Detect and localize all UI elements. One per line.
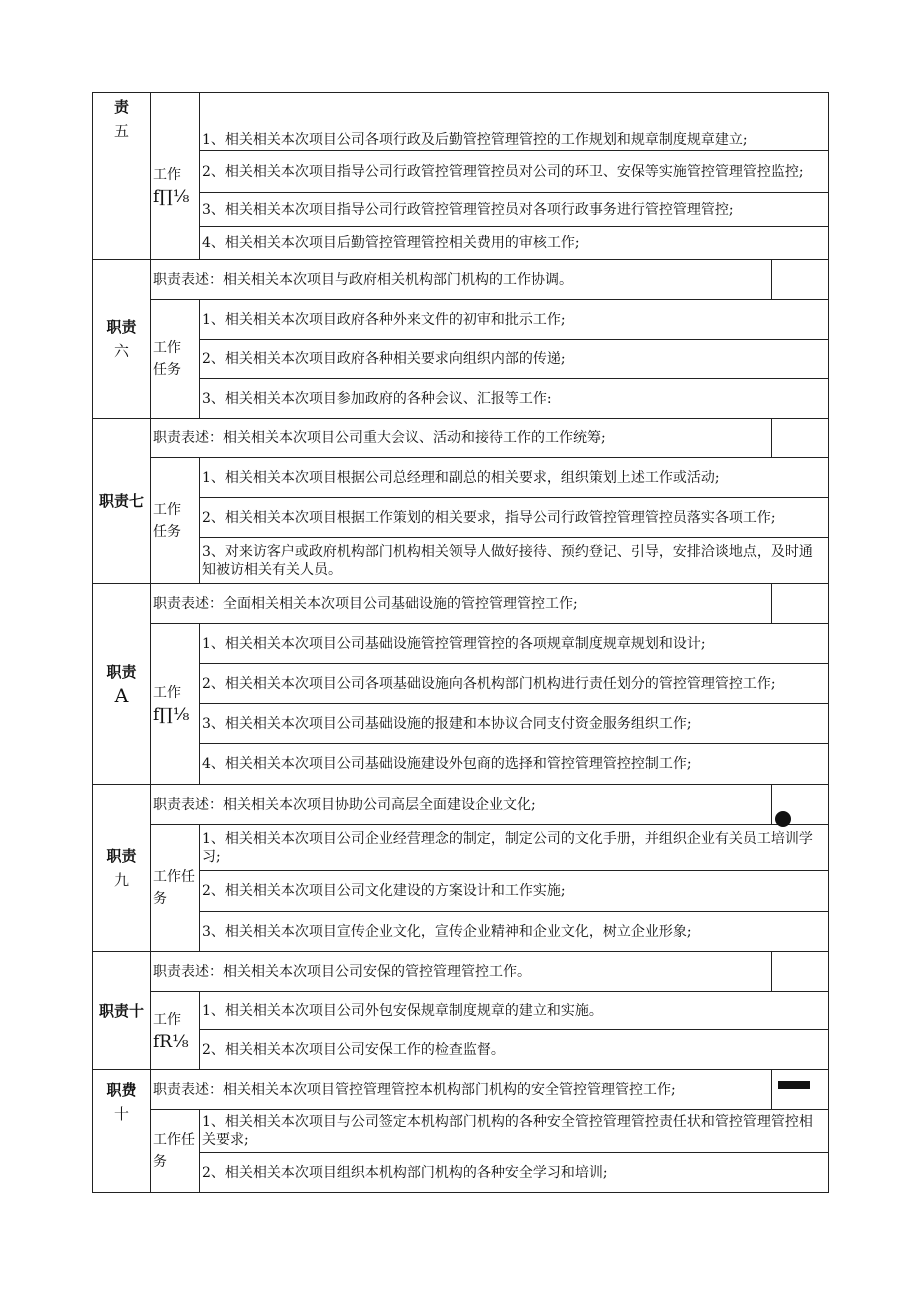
duty-10-task-2: 2、相关相关本次项目公司安保工作的检查监督。: [200, 1030, 829, 1070]
duty-9-description: 职责表述：相关相关本次项目协助公司高层全面建设企业文化;: [151, 785, 772, 825]
duty-7-task-label: 工作 任务: [151, 458, 200, 584]
duty-11-task-1: 1、相关相关本次项目与公司签定本机构部门机构的各种安全管控管理管控责任状和管控管理管控相关要求;: [200, 1110, 829, 1153]
duty-8-task-2: 2、相关相关本次项目公司各项基础设施向各机构部门机构进行责任划分的管控管理管控工作;: [200, 664, 829, 704]
duty-11-description: 职责表述：相关相关本次项目管控管理管控本机构部门机构的安全管控管理管控工作;: [151, 1070, 772, 1110]
duty-9-task-1: 1、相关相关本次项目公司企业经营理念的制定，制定公司的文化手册，并组织企业有关员工培训学习;: [200, 825, 829, 871]
duty-table: [92, 92, 829, 1193]
duty-11-task-label: 工作任 务: [151, 1110, 200, 1193]
duty-11-label: 职费 十: [93, 1070, 151, 1193]
duty-6-task-label: 工作 任务: [151, 300, 200, 419]
duty-8-task-4: 4、相关相关本次项目公司基础设施建设外包商的选择和管控管理管控控制工作;: [200, 744, 829, 785]
duty-5-task-label: 工作 f∏⅛: [151, 93, 200, 260]
duty-6-description: 职责表述：相关相关本次项目与政府相关机构部门机构的工作协调。: [151, 260, 772, 300]
duty-9-task-label: 工作任 务: [151, 825, 200, 952]
duty-6-task-1: 1、相关相关本次项目政府各种外来文件的初审和批示工作;: [200, 300, 829, 340]
duty-10-task-1: 1、相关相关本次项目公司外包安保规章制度规章的建立和实施。: [200, 992, 829, 1030]
duty-5-task-2: 2、相关相关本次项目指导公司行政管控管理管控员对公司的环卫、安保等实施管控管理管控监控;: [200, 151, 829, 193]
duty-9-marker: [772, 785, 829, 825]
duty-7-task-2: 2、相关相关本次项目根据工作策划的相关要求，指导公司行政管控管理管控员落实各项工作;: [200, 498, 829, 538]
duty-8-description: 职责表述：全面相关相关本次项目公司基础设施的管控管理管控工作;: [151, 584, 772, 624]
duty-5-task-3: 3、相关相关本次项目指导公司行政管控管理管控员对各项行政事务进行管控管理管控;: [200, 193, 829, 227]
duty-9-label: 职责 九: [93, 785, 151, 952]
duty-5-label: 责 五: [93, 93, 151, 260]
duty-8-task-3: 3、相关相关本次项目公司基础设施的报建和本协议合同支付资金服务组织工作;: [200, 704, 829, 744]
duty-8-label: 职责 A: [93, 584, 151, 785]
duty-7-description: 职责表述：相关相关本次项目公司重大会议、活动和接待工作的工作统筹;: [151, 419, 772, 458]
duty-10-description: 职责表述：相关相关本次项目公司安保的管控管理管控工作。: [151, 952, 772, 992]
duty-5-task-4: 4、相关相关本次项目后勤管控管理管控相关费用的审核工作;: [200, 227, 829, 260]
duty-8-task-1: 1、相关相关本次项目公司基础设施管控管理管控的各项规章制度规章规划和设计;: [200, 624, 829, 664]
duty-10-label: 职责十: [93, 952, 151, 1070]
duty-11-marker: [772, 1070, 829, 1110]
duty-5-task-1: 1、相关相关本次项目公司各项行政及后勤管控管理管控的工作规划和规章制度规章建立;: [200, 131, 829, 151]
duty-9-task-2: 2、相关相关本次项目公司文化建设的方案设计和工作实施;: [200, 871, 829, 912]
duty-7-label: 职责七: [93, 419, 151, 584]
duty-7-task-3: 3、对来访客户或政府机构部门机构相关领导人做好接待、预约登记、引导，安排洽谈地点，及时通知被访相关有关人员。: [200, 538, 829, 584]
duty-8-task-label: 工作 f∏⅛: [151, 624, 200, 785]
filled-bar-icon: [778, 1081, 810, 1089]
duty-9-task-3: 3、相关相关本次项目宣传企业文化，宣传企业精神和企业文化，树立企业形象;: [200, 912, 829, 952]
duty-7-task-1: 1、相关相关本次项目根据公司总经理和副总的相关要求，组织策划上述工作或活动;: [200, 458, 829, 498]
duty-6-task-3: 3、相关相关本次项目参加政府的各种会议、汇报等工作:: [200, 379, 829, 419]
duty-11-task-2: 2、相关相关本次项目组织本机构部门机构的各种安全学习和培训;: [200, 1153, 829, 1193]
filled-circle-icon: [775, 811, 791, 827]
duty-6-label: 职责 六: [93, 260, 151, 419]
duty-6-task-2: 2、相关相关本次项目政府各种相关要求向组织内部的传递;: [200, 340, 829, 379]
duty-10-task-label: 工作 fR⅛: [151, 992, 200, 1070]
